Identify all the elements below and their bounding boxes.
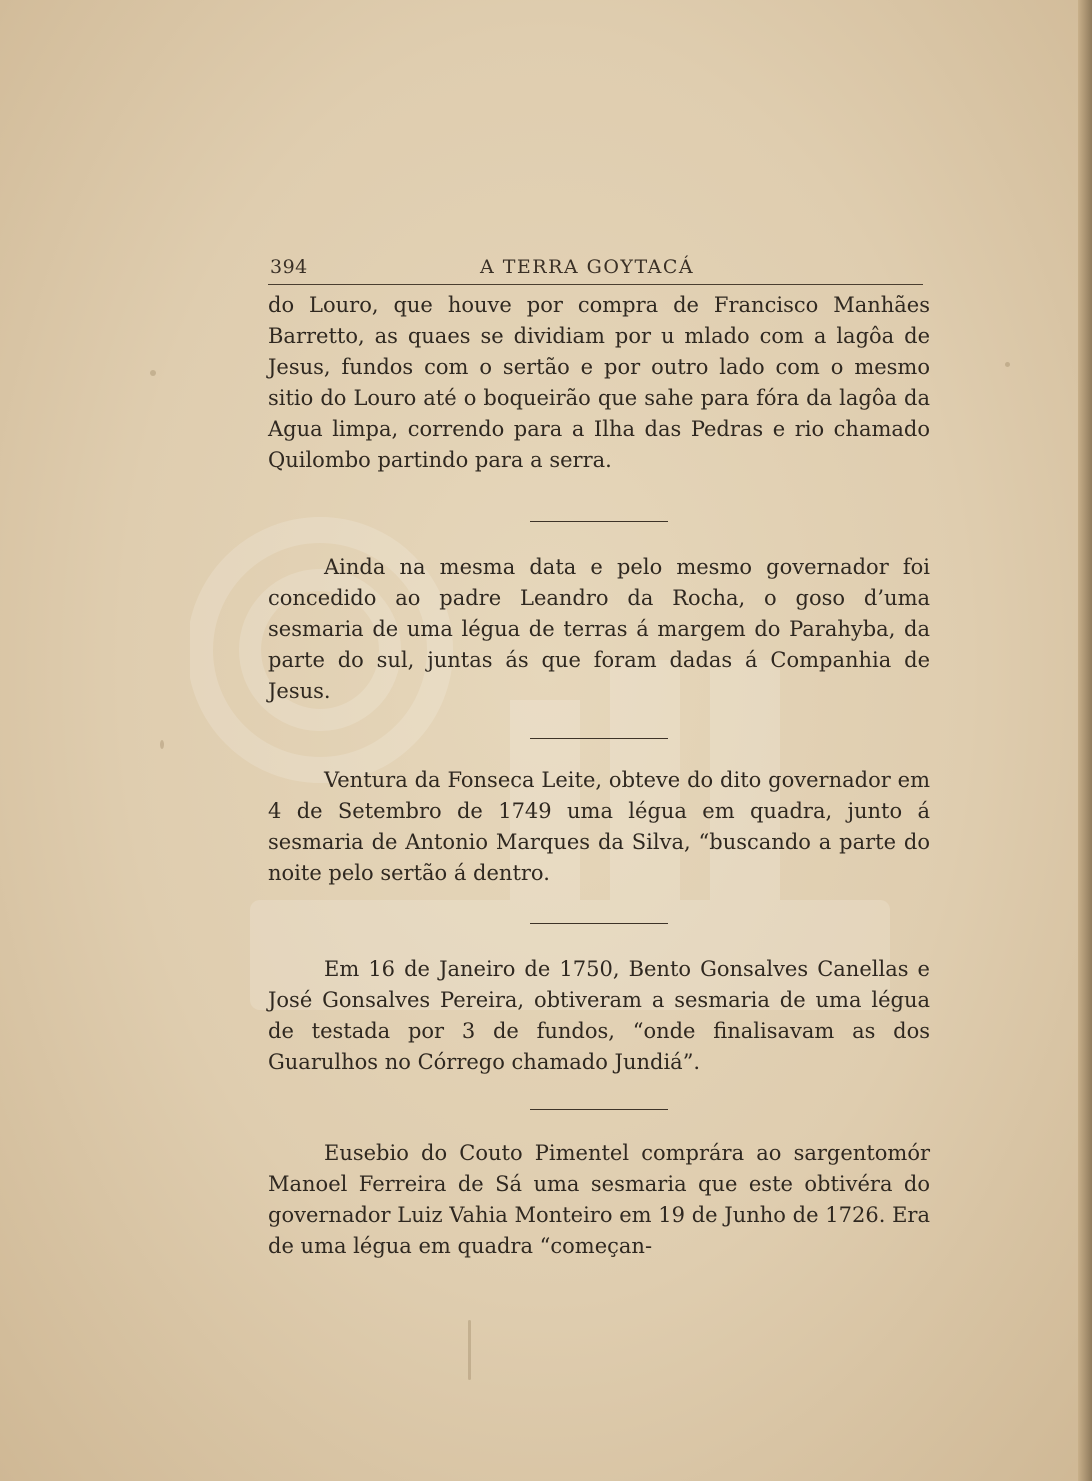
section-divider [530,923,668,924]
page-edge [1078,0,1092,1481]
paper-spot [160,740,164,749]
paragraph: Eusebio do Couto Pimentel comprára ao sargentomór Manoel Ferreira de Sá uma sesmaria que este obtivéra do governador Luiz Vahia Monteiro em 19 de Junho de 1726. Era de uma légua em quadra “começan- [268,1141,930,1258]
page-number: 394 [270,256,308,278]
section-divider [530,738,668,739]
paragraph: Em 16 de Janeiro de 1750, Bento Gonsalves Canellas e José Gonsalves Pereira, obtiveram a sesmaria de uma légua de testada por 3 de fundos, “onde finalisavam as dos Guarulhos no Córrego chamado Jundiá”. [268,957,930,1074]
paragraph: Ventura da Fonseca Leite, obteve do dito governador em 4 de Setembro de 1749 uma légua em quadra, junto á sesmaria de Antonio Marques da Silva, “buscando a parte do noite pelo sertão á dentro. [268,768,930,885]
section-divider [530,521,668,522]
paper-spot [150,370,156,376]
paragraph: Ainda na mesma data e pelo mesmo governador foi concedido ao padre Leandro da Rocha, o goso d’uma sesmaria de uma légua de terras á margem do Parahyba, da parte do sul, juntas ás que foram dadas á Companhia de Jesus. [268,555,930,703]
paragraph: do Louro, que houve por compra de Francisco Manhães Barretto, as quaes se dividiam por u mlado com a lagôa de Jesus, fundos com o sertão e por outro lado com o mesmo sitio do Louro até o boqueirão que sahe para fóra da lagôa da Agua limpa, correndo para a Ilha das Pedras e rio chamado Quilombo partindo para a serra. [268,293,930,472]
section-divider [530,1109,668,1110]
paper-spot [1005,362,1010,367]
running-title: A TERRA GOYTACÁ [480,256,695,278]
paper-crease [468,1320,471,1380]
running-header [268,254,923,285]
